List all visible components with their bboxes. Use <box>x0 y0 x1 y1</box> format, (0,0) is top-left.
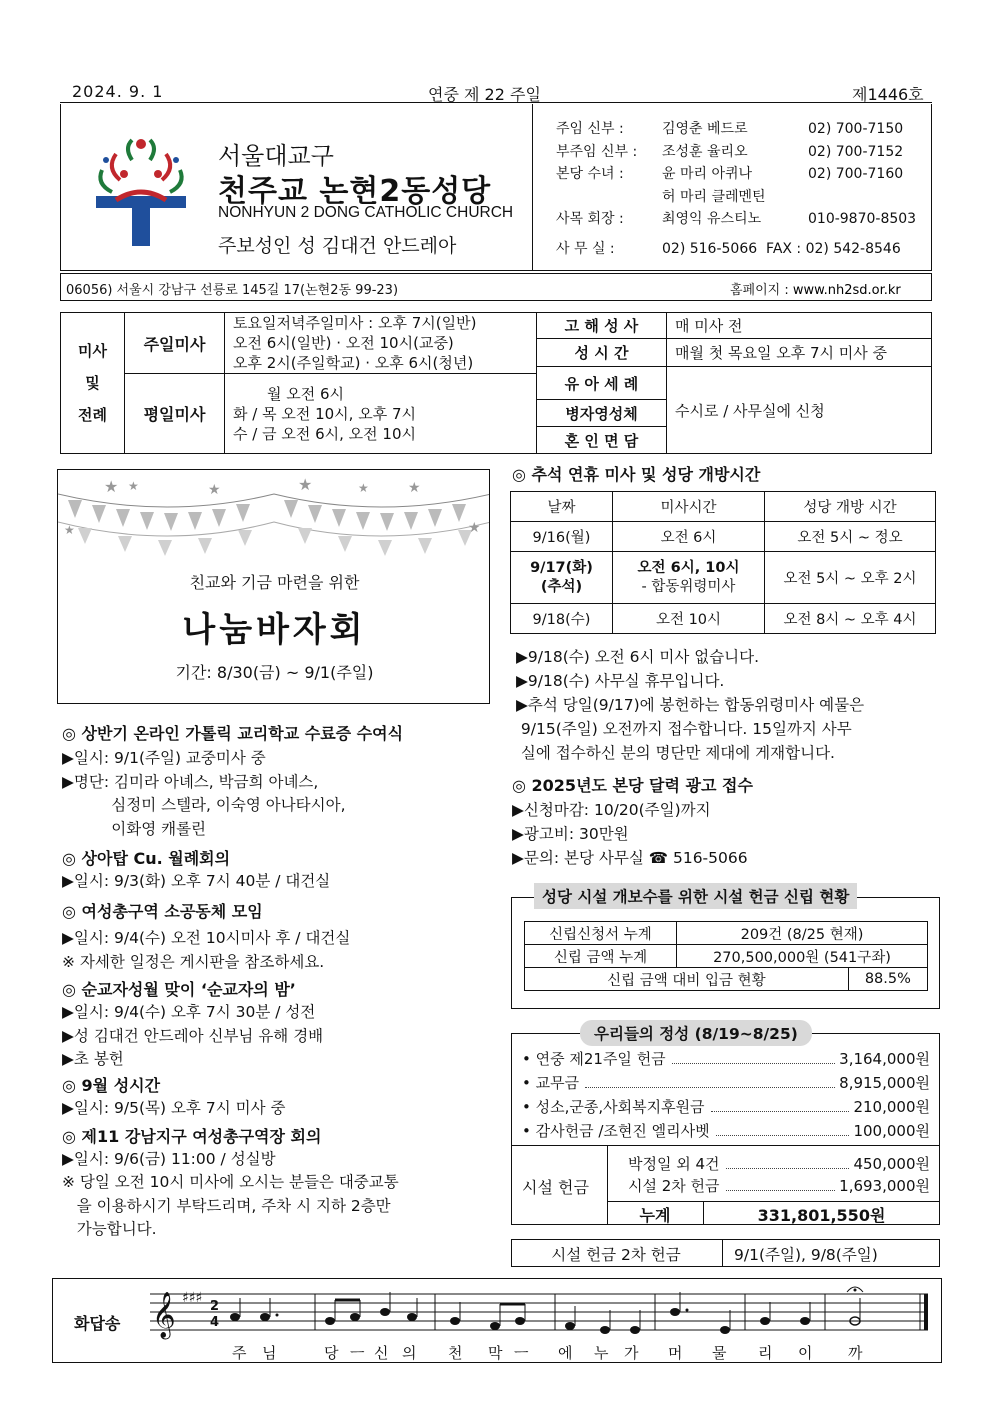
sunday-mass-label: 주일미사 <box>125 313 225 374</box>
table-cell: 9/16(월) <box>511 522 613 552</box>
lyric-syllable: ㅡ <box>514 1344 529 1362</box>
staff-row: 본당 수녀 : 윤 마리 아퀴나 02) 700-7160 <box>556 166 904 182</box>
notice-line: 을 이용하시기 부탁드리며, 주차 시 지하 2층만 <box>62 1196 391 1215</box>
second-collection-divider <box>722 1239 723 1267</box>
svg-text:★: ★ <box>468 520 481 536</box>
office-contact: 사 무 실 : 02) 516-5066 FAX : 02) 542-8546 <box>556 241 901 257</box>
notice-title: ◎ 제11 강남지구 여성총구역장 회의 <box>62 1126 322 1146</box>
notice-line: ▶9/18(수) 오전 6시 미사 없습니다. <box>516 648 760 666</box>
notice-line: ▶일시: 9/5(목) 오후 7시 미사 중 <box>62 1099 286 1118</box>
notice-line: 가능합니다. <box>62 1220 157 1239</box>
church-address: 06056) 서울시 강남구 선릉로 145길 17(논현2동 99-23) <box>66 283 399 298</box>
lyric-syllable: 리 <box>758 1344 773 1362</box>
chuseok-table <box>510 491 936 634</box>
svg-text:★: ★ <box>104 477 119 496</box>
offering-title: 우리들의 정성 (8/19~8/25) <box>580 1020 812 1046</box>
table-cell: 오전 5시 ~ 오후 2시 <box>765 552 936 604</box>
notice-line: ▶일시: 9/4(수) 오전 10시미사 후 / 대건실 <box>62 929 351 948</box>
svg-text:𝄞: 𝄞 <box>152 1292 176 1338</box>
offering-divider <box>511 1145 940 1146</box>
svg-text:★: ★ <box>358 481 369 495</box>
table-cell: 270,500,000원 (541구좌) <box>677 945 928 968</box>
lyric-syllable: 의 <box>402 1344 417 1362</box>
music-staff-icon <box>150 1284 932 1344</box>
facility-fund-table <box>524 921 928 991</box>
confession-label: 고 해 성 사 <box>537 313 667 339</box>
notice-title: ◎ 9월 성시간 <box>62 1075 161 1095</box>
mass-schedule-table <box>60 312 932 454</box>
offering-row: 시설 2차 헌금 1,693,000원 <box>628 1177 930 1195</box>
table-cell: 9/18(수) <box>511 604 613 634</box>
notice-line: 심정미 스텔라, 이숙영 아나타시아, <box>62 796 346 815</box>
notice-line: ▶신청마감: 10/20(주일)까지 <box>512 801 711 819</box>
notice-title: ◎ 여성총구역 소공동체 모임 <box>62 901 263 921</box>
lyric-syllable: 이 <box>798 1344 813 1362</box>
notice-line: ▶초 봉헌 <box>62 1050 124 1069</box>
svg-text:♯♯♯: ♯♯♯ <box>182 1290 203 1306</box>
sunday-mass-times: 토요일저녁주일미사 : 오후 7시(일반) 오전 6시(일반) · 오전 10시(교중) 오후 2시(주일학교) · 오후 6시(청년) <box>225 313 537 374</box>
church-name-english: NONHYUN 2 DONG CATHOLIC CHURCH <box>218 204 514 221</box>
offering-row: 박정일 외 4건 450,000원 <box>628 1155 930 1173</box>
bazaar-poster <box>57 469 490 704</box>
notice-line: 9/15(주일) 오전까지 접수합니다. 15일까지 사무 <box>516 720 852 738</box>
svg-text:4: 4 <box>210 1315 220 1330</box>
chuseok-title: ◎ 추석 연휴 미사 및 성당 개방시간 <box>512 465 761 484</box>
holy-hour-label: 성 시 간 <box>537 339 667 367</box>
homepage-link[interactable]: www.nh2sd.or.kr <box>792 283 901 298</box>
table-cell: 오전 8시 ~ 오후 4시 <box>765 604 936 634</box>
table-cell: 209건 (8/25 현재) <box>677 922 928 945</box>
diocese-name: 서울대교구 <box>218 142 334 170</box>
church-logo-icon <box>86 130 196 248</box>
church-name: 천주교 논현2동성당 <box>218 174 492 209</box>
bunting-decoration-icon <box>58 470 490 560</box>
weekday-mass-label: 평일미사 <box>125 374 225 454</box>
col-header: 성당 개방 시간 <box>765 492 936 522</box>
table-cell: 신립 금액 대비 입금 현황 <box>525 968 849 991</box>
notice-title: ◎ 상반기 온라인 가톨릭 교리학교 수료증 수여식 <box>62 724 404 743</box>
lyric-syllable: 천 <box>448 1344 463 1362</box>
staff-directory <box>556 118 916 231</box>
liturgical-week: 연중 제 22 주일 <box>428 85 541 104</box>
lyric-syllable: 가 <box>624 1344 639 1362</box>
table-cell: 88.5% <box>848 968 927 991</box>
lyric-syllable: 에 <box>558 1344 573 1362</box>
offering-row: • 감사헌금 /조현진 엘리사벳 100,000원 <box>522 1122 930 1140</box>
table-cell: 오전 6시, 10시 - 합동위령미사 <box>613 552 765 604</box>
table-cell: 오전 6시 <box>613 522 765 552</box>
table-cell: 신립 금액 누계 <box>525 945 677 968</box>
svg-text:★: ★ <box>64 523 75 537</box>
staff-row: 부주임 신부 : 조성훈 율리오 02) 700-7152 <box>556 143 904 160</box>
lyric-syllable: ㅡ <box>350 1344 365 1362</box>
svg-text:★: ★ <box>408 480 421 496</box>
second-collection-dates: 9/1(주일), 9/8(주일) <box>734 1246 878 1264</box>
offering-row: • 연중 제21주일 헌금 3,164,000원 <box>522 1050 930 1068</box>
notice-line: ▶9/18(수) 사무실 휴무입니다. <box>516 672 725 690</box>
lyric-syllable: 당 <box>324 1344 339 1362</box>
holy-hour-value: 매월 첫 목요일 오후 7시 미사 중 <box>667 339 932 367</box>
table-cell: 오전 5시 ~ 정오 <box>765 522 936 552</box>
lyric-syllable: 신 <box>374 1344 389 1362</box>
notice-line: ▶명단: 김미라 아녜스, 박금희 아녜스, <box>62 772 319 791</box>
sacrament-request-note: 수시로 / 사무실에 신청 <box>667 367 932 454</box>
lyric-syllable: 까 <box>848 1344 863 1362</box>
notice-title: ◎ 상아탑 Cu. 월례회의 <box>62 849 231 869</box>
col-header: 미사시간 <box>613 492 765 522</box>
svg-text:★: ★ <box>298 475 313 494</box>
staff-row: 주임 신부 : 김영춘 베드로 02) 700-7150 <box>556 121 904 137</box>
svg-text:2: 2 <box>210 1299 220 1314</box>
psalm-lyrics <box>232 1342 872 1362</box>
offering-total-label: 누계 <box>639 1206 671 1225</box>
lyric-syllable: 머 <box>668 1344 683 1362</box>
notice-line: ※ 자세한 일정은 게시판을 참조하세요. <box>62 952 325 971</box>
confession-value: 매 미사 전 <box>667 313 932 339</box>
marriage-interview-label: 혼 인 면 담 <box>537 427 667 454</box>
notice-line: 이화영 캐롤린 <box>62 819 207 838</box>
lyric-syllable: 님 <box>262 1344 277 1362</box>
staff-row: 허 마리 클레멘틴 <box>662 188 766 205</box>
lyric-syllable: 물 <box>712 1344 727 1362</box>
notice-line: ▶일시: 9/6(금) 11:00 / 성실방 <box>62 1149 276 1168</box>
notice-line: ※ 당일 오전 10시 미사에 오시는 분들은 대중교통 <box>62 1173 399 1192</box>
second-collection-label: 시설 헌금 2차 헌금 <box>551 1246 681 1264</box>
infant-baptism-label: 유 아 세 례 <box>537 367 667 400</box>
notice-title: ◎ 2025년도 본당 달력 광고 접수 <box>512 776 753 795</box>
col-header: 날짜 <box>511 492 613 522</box>
offering-row: • 성소,군종,사회복지후원금 210,000원 <box>522 1098 930 1116</box>
header-rule <box>60 102 932 103</box>
bazaar-title: 나눔바자회 <box>182 610 367 650</box>
table-cell: 신립신청서 누계 <box>525 922 677 945</box>
patron-saint: 주보성인 성 김대건 안드레아 <box>218 235 457 257</box>
psalm-label: 화답송 <box>74 1314 121 1333</box>
mass-category: 미사 및 전례 <box>61 313 125 454</box>
issue-date: 2024. 9. 1 <box>72 82 164 101</box>
notice-line: ▶일시: 9/4(수) 오후 7시 30분 / 성전 <box>62 1003 316 1022</box>
chuseok-notes <box>516 645 864 765</box>
notice-line: 실에 접수하신 분의 명단만 제대에 게재합니다. <box>516 744 835 762</box>
svg-text:★: ★ <box>128 479 139 493</box>
notice-line: ▶광고비: 30만원 <box>512 825 629 843</box>
masthead-divider <box>532 104 533 271</box>
notice-line: ▶일시: 9/3(화) 오후 7시 40분 / 대건실 <box>62 872 331 891</box>
sick-communion-label: 병자영성체 <box>537 400 667 427</box>
table-cell: 9/17(화) (추석) <box>511 552 613 604</box>
notice-line: ▶일시: 9/1(주일) 교중미사 중 <box>62 749 266 768</box>
offering-row: • 교무금 8,915,000원 <box>522 1074 930 1092</box>
issue-number: 제1446호 <box>852 85 924 104</box>
svg-text:★: ★ <box>208 482 221 498</box>
notice-line: ▶문의: 본당 사무실 ☎ 516-5066 <box>512 849 748 867</box>
homepage: 홈페이지 : www.nh2sd.or.kr <box>730 283 901 298</box>
bazaar-subtitle: 친교와 기금 마련을 위한 <box>189 573 360 592</box>
calendar-ad-section <box>512 774 753 870</box>
left-notices <box>62 722 492 1242</box>
notice-line: ▶추석 당일(9/17)에 봉헌하는 합동위령미사 예물은 <box>516 696 865 714</box>
offering-divider <box>607 1201 940 1202</box>
offering-total: 331,801,550원 <box>757 1206 886 1225</box>
table-cell: 오전 10시 <box>613 604 765 634</box>
notice-title: ◎ 순교자성월 맞이 ‘순교자의 밤’ <box>62 980 296 1000</box>
weekday-mass-times: 월 오전 6시 화 / 목 오전 10시, 오후 7시 수 / 금 오전 6시, 오전 10시 <box>225 374 537 454</box>
bazaar-period: 기간: 8/30(금) ~ 9/1(주일) <box>175 663 374 682</box>
lyric-syllable: 막 <box>488 1344 503 1362</box>
lyric-syllable: 누 <box>594 1344 609 1362</box>
staff-row: 사목 회장 : 최영익 유스티노 010-9870-8503 <box>556 211 917 227</box>
facility-offering-label: 시설 헌금 <box>522 1178 589 1197</box>
facility-fund-title: 성당 시설 개보수를 위한 시설 헌금 신립 현황 <box>534 883 857 909</box>
lyric-syllable: 주 <box>232 1344 247 1362</box>
notice-line: ▶성 김대건 안드레아 신부님 유해 경배 <box>62 1026 324 1045</box>
